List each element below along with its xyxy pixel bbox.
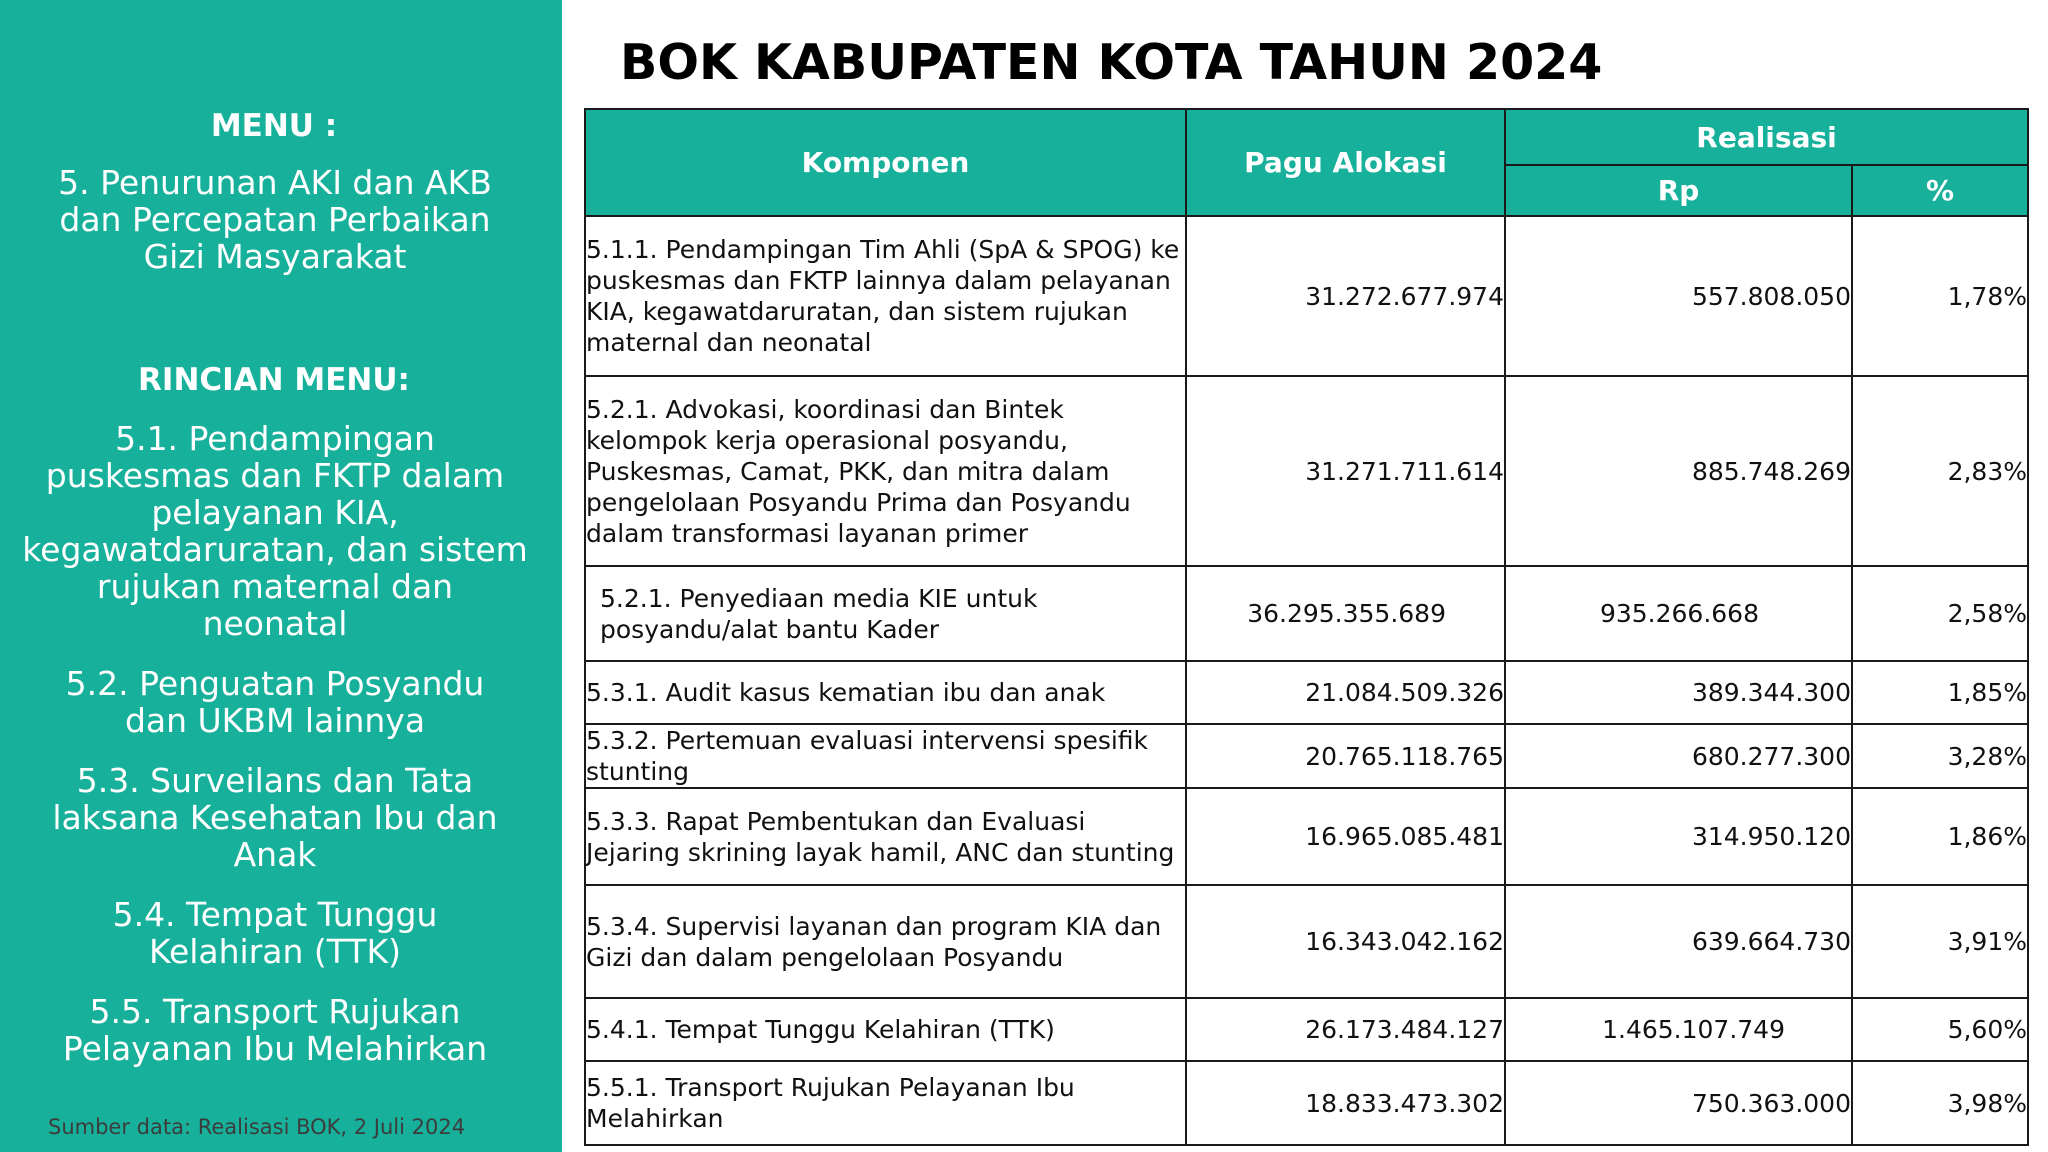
cell-rp: 885.748.269	[1505, 376, 1852, 566]
cell-pct: 1,85%	[1852, 661, 2028, 724]
cell-pct: 1,86%	[1852, 788, 2028, 885]
menu-item: 5. Penurunan AKI dan AKB dan Percepatan Perbaikan Gizi Masyarakat	[58, 163, 492, 276]
cell-pct: 3,28%	[1852, 724, 2028, 788]
cell-pagu: 16.343.042.162	[1186, 885, 1505, 998]
cell-komponen: 5.5.1. Transport Rujukan Pelayanan Ibu Melahirkan	[585, 1061, 1186, 1145]
cell-rp: 389.344.300	[1505, 661, 1852, 724]
table-row	[585, 885, 2028, 998]
cell-pagu: 18.833.473.302	[1186, 1061, 1505, 1145]
table-row	[585, 998, 2028, 1061]
rincian-heading: RINCIAN MENU:	[138, 362, 410, 398]
cell-pagu: 20.765.118.765	[1186, 724, 1505, 788]
cell-pct: 3,98%	[1852, 1061, 2028, 1145]
table-row	[585, 566, 2028, 661]
cell-rp: 314.950.120	[1505, 788, 1852, 885]
table-row	[585, 788, 2028, 885]
table-row	[585, 376, 2028, 566]
cell-pagu: 36.295.355.689	[1186, 566, 1505, 661]
header-realisasi: Realisasi	[1505, 109, 2028, 165]
cell-rp: 1.465.107.749	[1505, 998, 1852, 1061]
rincian-item-5-1: 5.1. Pendampingan puskesmas dan FKTP dalam pelayanan KIA, kegawatdaruratan, dan sistem rujukan maternal dan neonatal	[22, 419, 528, 643]
data-table	[584, 108, 2029, 1146]
table-row	[585, 724, 2028, 788]
cell-rp: 750.363.000	[1505, 1061, 1852, 1145]
cell-rp: 557.808.050	[1505, 216, 1852, 376]
sidebar	[0, 0, 562, 1152]
header-pct: %	[1852, 165, 2028, 216]
cell-pagu: 31.272.677.974	[1186, 216, 1505, 376]
cell-pct: 2,83%	[1852, 376, 2028, 566]
cell-pagu: 31.271.711.614	[1186, 376, 1505, 566]
cell-komponen: 5.3.1. Audit kasus kematian ibu dan anak	[585, 661, 1186, 724]
cell-pct: 1,78%	[1852, 216, 2028, 376]
cell-komponen: 5.3.4. Supervisi layanan dan program KIA dan Gizi dan dalam pengelolaan Posyandu	[585, 885, 1186, 998]
cell-komponen: 5.1.1. Pendampingan Tim Ahli (SpA & SPOG) ke puskesmas dan FKTP lainnya dalam pelayanan KIA, kegawatdaruratan, dan sistem rujukan maternal dan neonatal	[585, 216, 1186, 376]
rincian-item-5-5: 5.5. Transport Rujukan Pelayanan Ibu Melahirkan	[62, 992, 488, 1068]
cell-rp: 935.266.668	[1505, 566, 1852, 661]
cell-pagu: 16.965.085.481	[1186, 788, 1505, 885]
header-pagu: Pagu Alokasi	[1186, 109, 1505, 216]
cell-pct: 5,60%	[1852, 998, 2028, 1061]
table-row	[585, 661, 2028, 724]
rincian-item-5-2: 5.2. Penguatan Posyandu dan UKBM lainnya	[65, 664, 485, 740]
table-row	[585, 216, 2028, 376]
cell-pct: 2,58%	[1852, 566, 2028, 661]
cell-rp: 680.277.300	[1505, 724, 1852, 788]
cell-komponen: 5.3.2. Pertemuan evaluasi intervensi spesifik stunting	[585, 724, 1186, 788]
table-row	[585, 1061, 2028, 1145]
cell-komponen: 5.2.1. Advokasi, koordinasi dan Bintek kelompok kerja operasional posyandu, Puskesmas, Camat, PKK, dan mitra dalam pengelolaan Posyandu Prima dan Posyandu dalam transformasi layanan primer	[585, 376, 1186, 566]
cell-pagu: 21.084.509.326	[1186, 661, 1505, 724]
cell-pagu: 26.173.484.127	[1186, 998, 1505, 1061]
rincian-item-5-4: 5.4. Tempat Tunggu Kelahiran (TTK)	[112, 895, 438, 971]
cell-komponen: 5.2.1. Penyediaan media KIE untuk posyandu/alat bantu Kader	[585, 566, 1186, 661]
menu-heading: MENU :	[210, 108, 338, 144]
cell-rp: 639.664.730	[1505, 885, 1852, 998]
cell-komponen: 5.3.3. Rapat Pembentukan dan Evaluasi Jejaring skrining layak hamil, ANC dan stunting	[585, 788, 1186, 885]
header-komponen: Komponen	[585, 109, 1186, 216]
source-note: Sumber data: Realisasi BOK, 2 Juli 2024	[48, 1115, 466, 1139]
cell-komponen: 5.4.1. Tempat Tunggu Kelahiran (TTK)	[585, 998, 1186, 1061]
page-title: BOK KABUPATEN KOTA TAHUN 2024	[620, 34, 1603, 91]
cell-pct: 3,91%	[1852, 885, 2028, 998]
header-rp: Rp	[1505, 165, 1852, 216]
rincian-item-5-3: 5.3. Surveilans dan Tata laksana Kesehatan Ibu dan Anak	[52, 761, 498, 874]
